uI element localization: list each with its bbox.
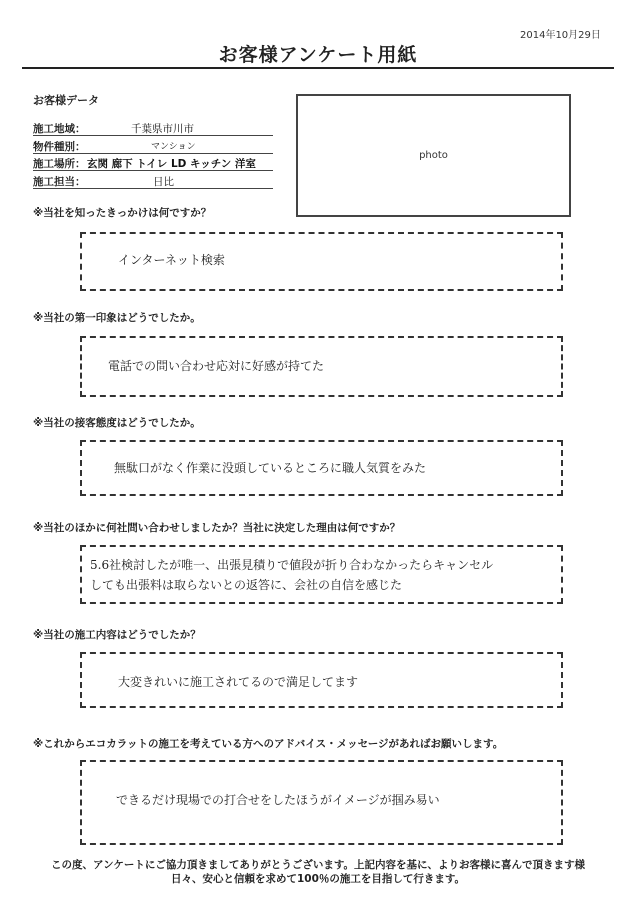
info-label-location: 施工場所： [33,158,86,170]
info-label-staff: 施工担当： [33,176,86,188]
answer-5-line-1: 大変きれいに施工されてるので満足してます [118,675,359,689]
title-underline [22,67,614,69]
photo-placeholder [296,94,571,217]
footer-message-line-2: 日々、安心と信頼を求めて100％の施工を目指して行きます。 [170,873,466,885]
info-label-property-type: 物件種別： [33,141,86,153]
survey-date: 2014年10月29日 [520,30,601,41]
question-3: ※当社の接客態度はどうでしたか。 [33,417,201,429]
answer-1-line-1: インターネット検索 [118,253,225,267]
page-title: お客様アンケート用紙 [218,44,418,66]
answer-box-4 [80,545,563,604]
question-6: ※これからエコカラットの施工を考えている方へのアドバイス・メッセージがあればお願いします。 [33,738,504,750]
answer-box-2 [80,336,563,397]
answer-4-line-1: 5.6社検討したが唯一、出張見積りで値段が折り合わなかったらキャンセル [90,558,494,572]
footer-message-line-1: この度、アンケートにご協力頂きましてありがとうございます。上記内容を基に、よりお客様に喜んで頂きます様 [50,859,586,871]
info-label-area: 施工地域： [33,123,86,135]
question-5: ※当社の施工内容はどうでしたか？ [33,629,201,641]
customer-data-heading: お客様データ [33,94,99,107]
answer-4-line-2: しても出張料は取らないとの返答に、会社の自信を感じた [90,578,403,592]
info-row-property-type [33,138,273,154]
question-4: ※当社のほかに何社問い合わせしましたか？当社に決定した理由は何ですか？ [33,522,401,534]
answer-box-1 [80,232,563,291]
answer-3-line-1: 無駄口がなく作業に没頭しているところに職人気質をみた [114,461,427,475]
info-row-location [33,155,273,171]
answer-box-3 [80,440,563,496]
answer-box-6 [80,760,563,845]
info-value-property-type: マンション [151,142,196,152]
answer-6-line-1: できるだけ現場での打合せをしたほうがイメージが掴み易い [116,793,440,807]
answer-box-5 [80,652,563,708]
info-row-area [33,120,273,136]
info-value-location: 玄関 廊下 トイレ LD キッチン 洋室 [87,158,256,170]
info-value-area: 千葉県市川市 [131,123,194,135]
photo-label: photo [419,150,448,161]
question-1: ※当社を知ったきっかけは何ですか？ [33,207,212,219]
question-2: ※当社の第一印象はどうでしたか。 [33,312,201,324]
info-row-staff [33,173,273,189]
answer-2-line-1: 電話での問い合わせ応対に好感が持てた [108,359,325,373]
info-value-staff: 日比 [153,176,174,188]
